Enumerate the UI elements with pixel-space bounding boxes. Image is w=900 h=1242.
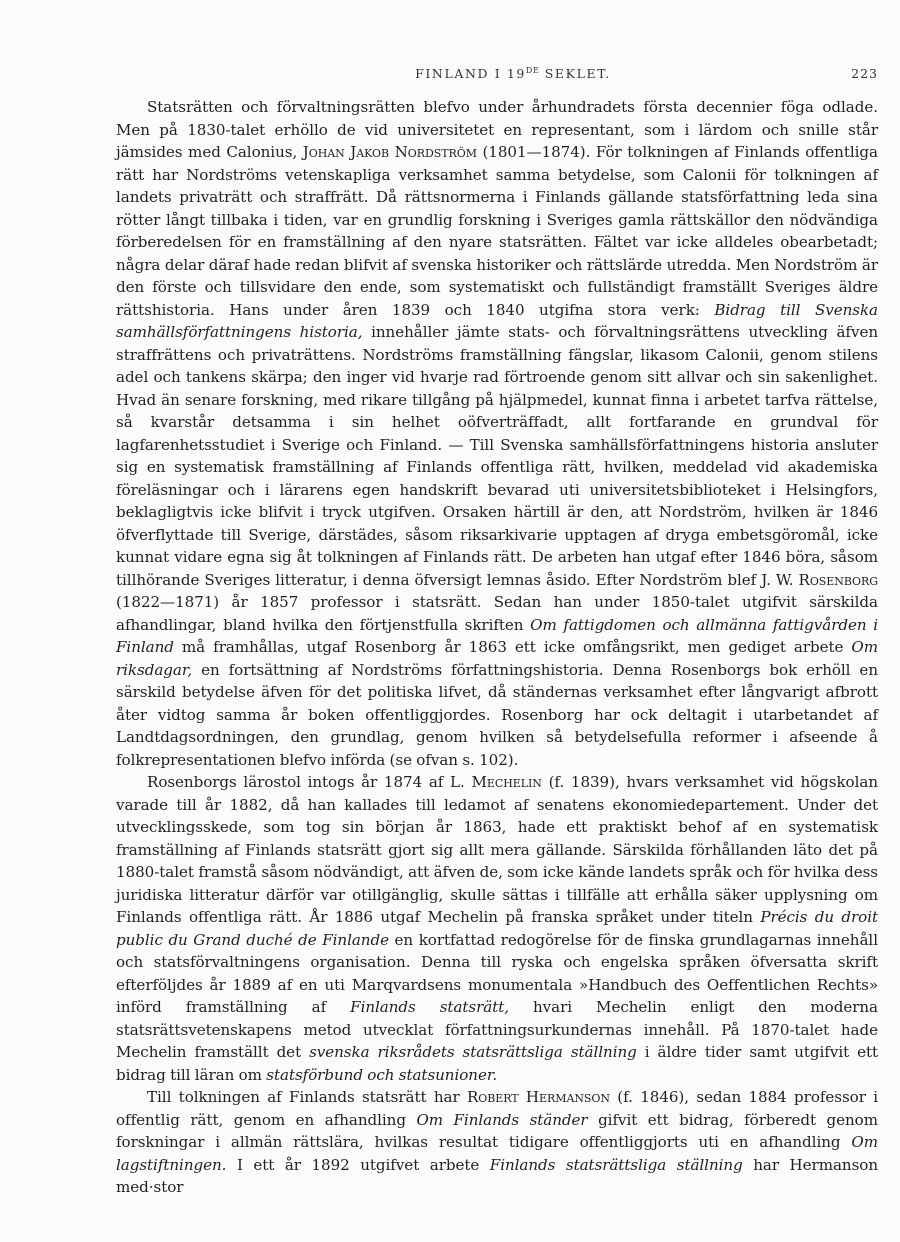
text-run: må framhållas, utgaf Rosenborg år 1863 ett icke omfångsrikt, men gediget arbete — [173, 638, 852, 656]
running-header — [148, 66, 878, 88]
text-run: (1822—1871) år 1857 professor i statsrätt. Sedan han under 1850-talet utgifvit särskilda afhandlingar, bland hvilka den förtjenstfulla skriften — [116, 593, 878, 634]
running-title-main: FINLAND I 19 — [415, 66, 526, 82]
text-run: Rosenborgs lärostol intogs år 1874 af L. — [147, 773, 472, 791]
person-name: Mechelin — [471, 773, 542, 791]
work-title: Finlands statsrätt, — [350, 998, 509, 1016]
paragraph-hermanson — [116, 1086, 878, 1199]
text-run: (f. 1839), hvars verksamhet vid högskolan varade till år 1882, då han kallades till ledamot af senatens ekonomiedepartement. Under det utvecklingsskede, som tog sin början år 1863, hade ett praktiskt behof af en systematisk framställning af Finlands statsrätt gjort sig allt mera gällande. Särskilda förhållanden läto det på 1880-talet framstå såsom nödvändigt, att äfven de, som icke kände landets språk och för hvilka dess juridiska litteratur därför var otillgänglig, skulle sättas i tillfälle att erhålla säker upplysning om Finlands offentliga rätt. År 1886 utgaf Mechelin på franska språket under titeln — [116, 773, 878, 926]
person-name: Rosenborg — [798, 570, 878, 589]
work-title: statsförbund och statsunioner. — [266, 1065, 498, 1084]
paragraph-mechelin — [116, 771, 878, 1086]
text-run: (f. 1846), sedan 1884 professor i offentlig rätt, genom en afhandling — [116, 1088, 878, 1129]
text-run: I ett år 1892 utgifvet arbete — [226, 1155, 490, 1174]
text-run: Till tolkningen af Finlands statsrätt har — [147, 1088, 467, 1106]
text-run: en kortfattad redogörelse för de finska grundlagarnas innehåll och statsförvaltningens organisation. Denna till ryska och engelska språken öfversatta skrift efterföljdes år 1889 af en uti Marqvardsens monumentala »Handbuch des Oeffentlichen Rechts» införd framställning af — [116, 930, 878, 1016]
text-run: gifvit ett bidrag, förberedt genom forskningar i allmän rättslära, hvilkas resultat tidigare offentliggjorts uti en afhandling — [116, 1110, 878, 1151]
running-title — [148, 66, 878, 81]
work-title: svenska riksrådets statsrättsliga ställning — [309, 1043, 637, 1061]
person-name: Robert Hermanson — [466, 1088, 610, 1106]
work-title: Om Finlands ständer — [416, 1110, 588, 1129]
text-run: (1801—1874). För tolkningen af Finlands offentliga rätt har Nordströms vetenskapliga verksamhet samma betydelse, som Calonii för tolkningen af landets privaträtt och straffrätt. Då rättsnormerna i Finlands gällande statsförfattning leda sina rötter långt tillbaka i tiden, var en grundlig forskning i Sveriges gamla rättskällor den nödvändiga förberedelsen för en framställning af den nyare statsrätten. Fältet var icke alldeles obearbetadt; några delar däraf hade redan blifvit af svenska historiker och rättslärde utredda. Men Nordström är den förste och tillsvidare den ende, som systematiskt och fullständigt framställt Sveriges äldre rättshistoria. Hans under åren 1839 och 1840 utgifna stora verk: — [116, 143, 878, 319]
running-title-superscript: DE — [525, 66, 540, 75]
work-title: Om fattigdomen och allmänna fattigvården i Finland — [116, 615, 878, 656]
work-title: Précis du droit public du Grand duché de Finlande — [116, 908, 878, 949]
work-title: Finlands statsrättsliga ställning — [489, 1155, 743, 1174]
text-run: har Hermanson med·stor — [116, 1155, 878, 1196]
person-name: Johan Jakob Nordström — [302, 143, 477, 161]
running-title-end: SEKLET. — [539, 66, 611, 82]
page-number: 223 — [851, 66, 878, 81]
body-text — [116, 96, 878, 1199]
work-title: Om riksdagar, — [116, 638, 878, 679]
text-run: en fortsättning af Nordströms författningshistoria. Denna Rosenborgs bok erhöll en särskild betydelse äfven för det politiska lifvet, då ständernas verksamhet efter långvarigt afbrott åter vidtog samma år boken offentliggjordes. Rosenborg har ock deltagit i utarbetandet af Landtdagsordningen, den grundlag, genom hvilken så betydelsefulla reformer i afseende å folkrepresentationen blefvo införda (se ofvan s. 102). — [116, 660, 878, 769]
text-run: Statsrätten och förvaltningsrätten blefvo under århundradets första decennier föga odlade. Men på 1830-talet erhöllo de vid universitetet en representant, som i lärdom och snille står jämsides med Calonius, — [116, 98, 878, 161]
text-run: innehåller jämte stats- och förvaltningsrättens utveckling äfven straffrättens och privaträttens. Nordströms framställning fängslar, likasom Calonii, genom stilens adel och tankens skärpa; den inger vid hvarje rad förtroende genom sitt allvar och sin sakenlighet. Hvad än senare forskning, med rikare tillgång på hjälpmedel, kunnat finna i arbetet tarfva rättelse, så kvarstår detsamma i sin helhet oöfverträffadt, allt fortfarande en grundval för lagfarenhetsstudiet i Sverige och Finland. — Till Svenska samhällsförfattningens historia ansluter sig en systematisk framställning af Finlands offentliga rätt, hvilken, meddelad vid akademiska föreläsningar och i lärarens egen handskrift bevarad uti universitetsbiblioteket i Helsingfors, beklagligtvis icke blifvit i tryck utgifven. Orsaken härtill är den, att Nordström, hvilken är 1846 öfverflyttade till Sverige, därstädes, såsom riksarkivarie upptagen af dryga embetsgöromål, icke kunnat vidare egna sig åt tolkningen af Finlands rätt. De arbeten han utgaf efter 1846 böra, såsom tillhörande Sveriges litteratur, i denna öfversigt lemnas åsido. Efter Nordström blef J. W. — [116, 323, 878, 589]
text-run: hvari Mechelin enligt den moderna statsrättsvetenskapens metod utvecklat författningsurkundernas innehåll. På 1870-talet hade Mechelin framställt det — [116, 998, 878, 1061]
work-title: Bidrag till Svenska samhällsförfattningens historia, — [116, 300, 879, 341]
text-run: i äldre tider samt utgifvit ett bidrag till läran om — [116, 1043, 878, 1084]
paragraph-statsratten — [116, 96, 878, 771]
work-title: Om lagstiftningen. — [116, 1133, 878, 1174]
